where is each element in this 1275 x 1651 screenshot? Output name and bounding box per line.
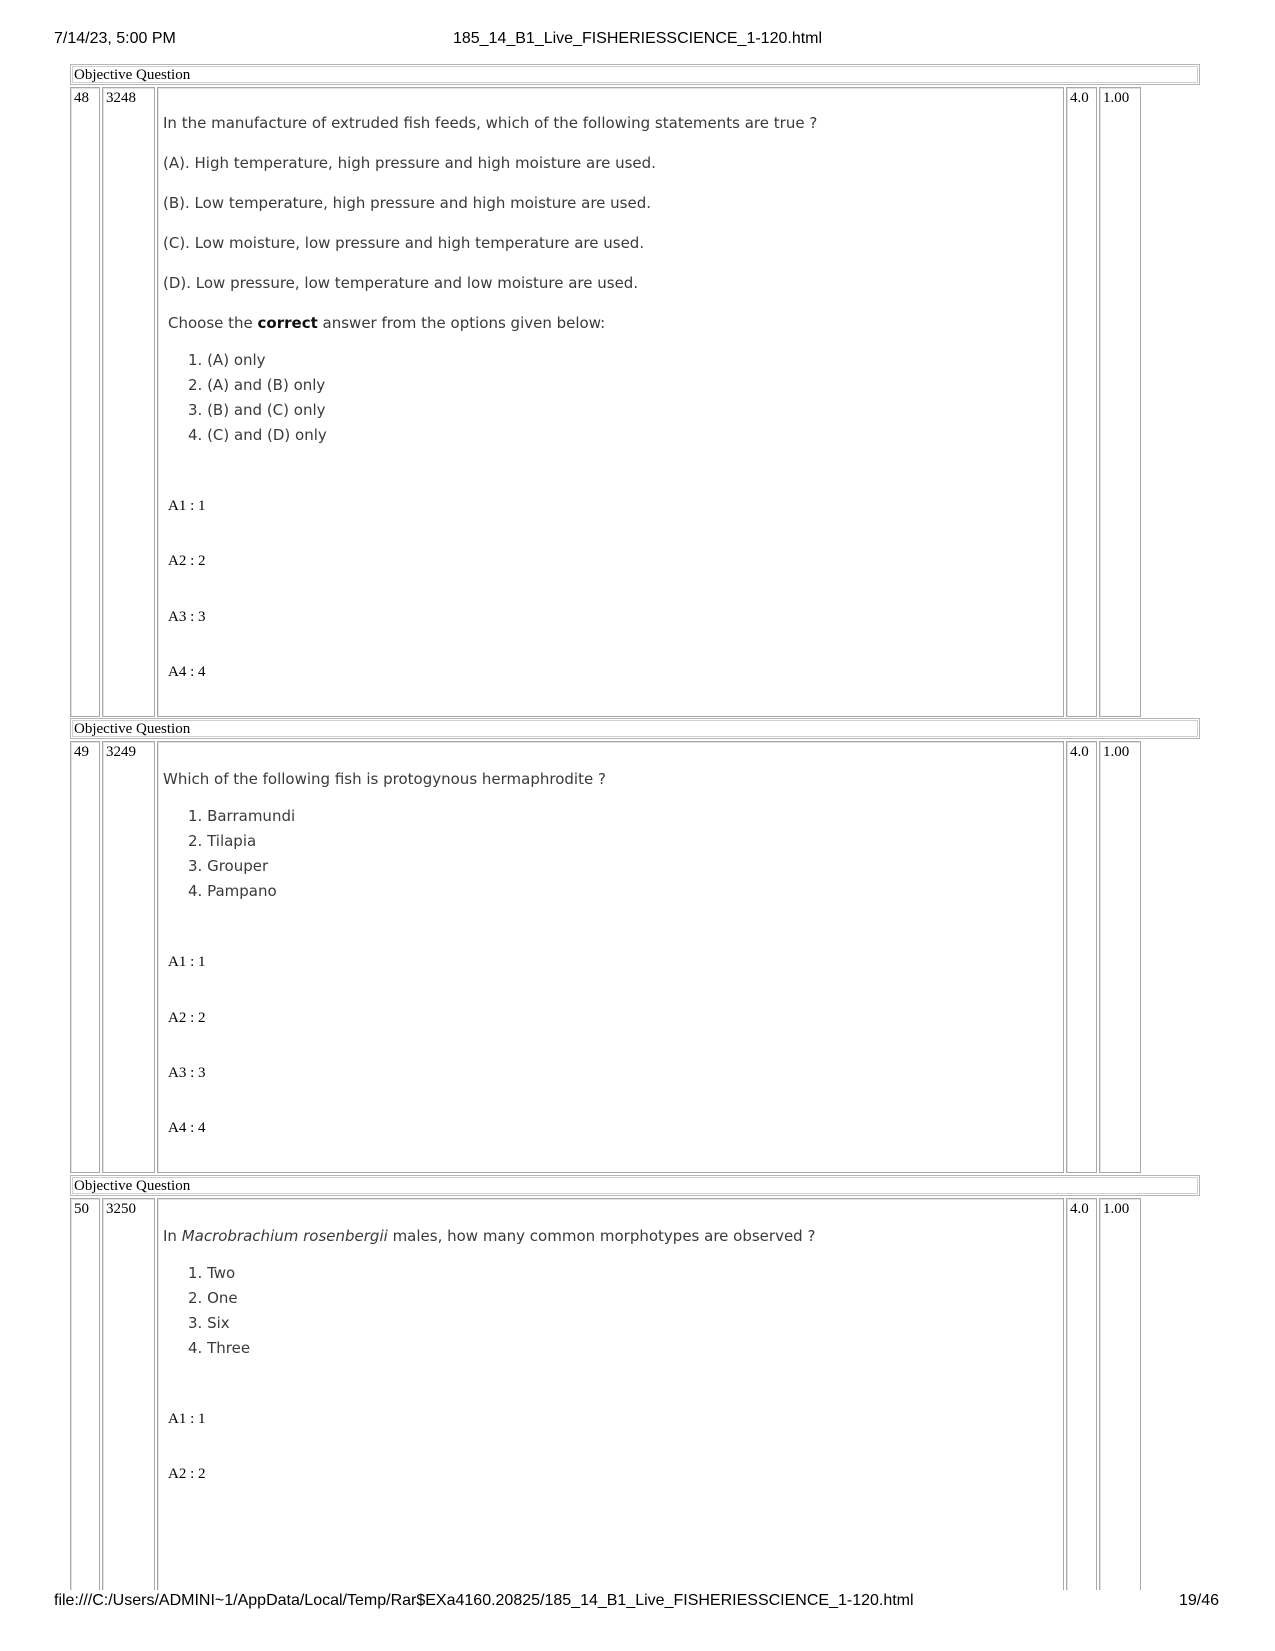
option-item: 1. Barramundi (188, 807, 296, 825)
statement-c: (C). Low moisture, low pressure and high temperature are used. (163, 234, 645, 252)
section-label: Objective Question (70, 64, 1200, 85)
answer-key: A2 : 2 (168, 553, 206, 569)
option-item: 2. (A) and (B) only (188, 376, 326, 394)
negative-marks-cell (1099, 1198, 1141, 1590)
serial-number: 48 (74, 90, 89, 106)
negative-marks-cell (1099, 87, 1141, 717)
question-id-cell (102, 1198, 155, 1590)
species-name: Macrobrachium rosenbergii (181, 1227, 388, 1245)
marks-cell (1066, 1198, 1097, 1590)
choose-prefix: Choose the (168, 314, 258, 332)
option-list (188, 1261, 250, 1361)
print-footer (0, 1592, 1275, 1614)
marks: 4.0 (1070, 90, 1089, 106)
option-item: 1. Two (188, 1264, 236, 1282)
marks: 4.0 (1070, 744, 1089, 760)
option-item: 4. Three (188, 1339, 251, 1357)
serial-number-cell (70, 1198, 100, 1590)
question-table (70, 60, 1204, 1590)
question-id: 3250 (106, 1201, 136, 1217)
negative-marks-cell (1099, 741, 1141, 1173)
negative-marks: 1.00 (1103, 90, 1130, 106)
option-item: 4. Pampano (188, 882, 277, 900)
question-id: 3248 (106, 90, 136, 106)
answer-key: A2 : 2 (168, 1010, 206, 1026)
serial-number: 50 (74, 1201, 89, 1217)
option-item: 1. (A) only (188, 351, 266, 369)
serial-number: 49 (74, 744, 89, 760)
answer-key: A1 : 1 (168, 1411, 206, 1427)
negative-marks: 1.00 (1103, 1201, 1130, 1217)
negative-marks: 1.00 (1103, 744, 1130, 760)
print-datetime: 7/14/23, 5:00 PM (54, 30, 176, 47)
answer-key: A4 : 4 (168, 1120, 206, 1136)
option-item: 3. (B) and (C) only (188, 401, 326, 419)
question-body (157, 87, 1064, 717)
answer-key: A1 : 1 (168, 954, 206, 970)
print-page-number: 19/46 (1178, 1592, 1219, 1609)
question-id-cell (102, 741, 155, 1173)
statement-b: (B). Low temperature, high pressure and high moisture are used. (163, 194, 652, 212)
answer-key: A4 : 4 (168, 664, 206, 680)
serial-number-cell (70, 87, 100, 717)
question-id-cell (102, 87, 155, 717)
option-item: 4. (C) and (D) only (188, 426, 327, 444)
question-text: Which of the following fish is protogynous hermaphrodite ? (163, 770, 606, 788)
section-label: Objective Question (70, 1175, 1200, 1196)
marks-cell (1066, 87, 1097, 717)
print-file-url: file:///C:/Users/ADMINI~1/AppData/Local/Temp/Rar$EXa4160.20825/185_14_B1_Live_FISHERIESSCIENCE_1-120.html (54, 1592, 914, 1609)
section-label: Objective Question (70, 718, 1200, 739)
option-item: 2. Tilapia (188, 832, 257, 850)
question-prefix: In (163, 1227, 182, 1245)
print-header (0, 30, 1275, 52)
question-suffix: males, how many common morphotypes are observed ? (387, 1227, 816, 1245)
question-text (163, 1227, 815, 1245)
choose-suffix: answer from the options given below: (317, 314, 606, 332)
option-item: 3. Grouper (188, 857, 269, 875)
marks: 4.0 (1070, 1201, 1089, 1217)
answer-key: A1 : 1 (168, 498, 206, 514)
question-body (157, 741, 1064, 1173)
print-file-title: 185_14_B1_Live_FISHERIESSCIENCE_1-120.html (452, 30, 823, 47)
option-item: 3. Six (188, 1314, 230, 1332)
choose-bold: correct (257, 314, 318, 332)
choose-instruction (168, 314, 605, 332)
option-list (188, 348, 327, 448)
option-list (188, 804, 295, 904)
serial-number-cell (70, 741, 100, 1173)
answer-key: A2 : 2 (168, 1466, 206, 1482)
option-item: 2. One (188, 1289, 238, 1307)
answer-key: A3 : 3 (168, 609, 206, 625)
question-text: In the manufacture of extruded fish feeds, which of the following statements are true ? (163, 114, 818, 132)
statement-a: (A). High temperature, high pressure and high moisture are used. (163, 154, 656, 172)
statement-d: (D). Low pressure, low temperature and low moisture are used. (163, 274, 639, 292)
answer-key: A3 : 3 (168, 1065, 206, 1081)
marks-cell (1066, 741, 1097, 1173)
question-body (157, 1198, 1064, 1590)
question-id: 3249 (106, 744, 136, 760)
